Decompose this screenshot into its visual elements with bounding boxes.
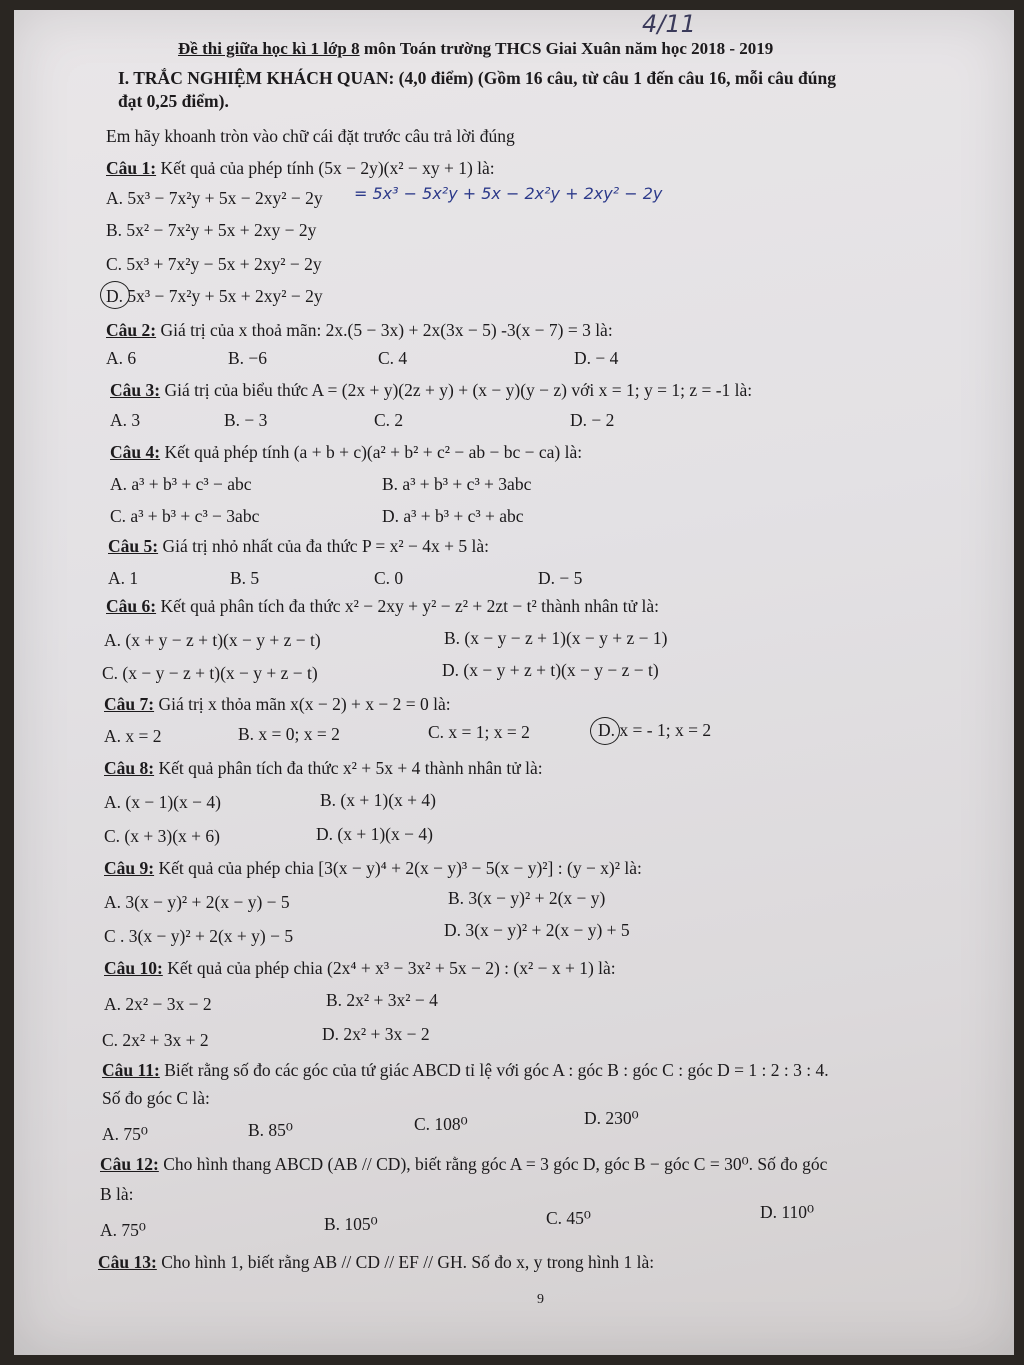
option-2d[interactable]: D. − 4 [574,348,619,368]
option-9a[interactable]: A. 3(x − y)² + 2(x − y) − 5 [104,892,290,912]
option-6b[interactable]: B. (x − y − z + 1)(x − y + z − 1) [444,628,668,648]
option-5c[interactable]: C. 0 [374,568,404,588]
question-12 [100,1156,827,1174]
question-4 [110,444,582,462]
option-1d[interactable]: D. 5x³ − 7x²y + 5x + 2xy² − 2y [106,286,323,306]
question-10 [104,960,616,978]
option-8b[interactable]: B. (x + 1)(x + 4) [320,790,436,810]
page-number: 9 [537,1292,544,1307]
option-7c[interactable]: C. x = 1; x = 2 [428,722,530,742]
question-text: Cho hình thang ABCD (AB // CD), biết rằng góc A = 3 góc D, góc B − góc C = 30⁰. Số đo góc [163,1154,828,1174]
option-11b[interactable]: B. 85⁰ [248,1120,293,1140]
question-label: Câu 2: [106,320,157,340]
option-11d[interactable]: D. 230⁰ [584,1108,639,1128]
exam-title [178,40,773,57]
option-1a[interactable]: A. 5x³ − 7x²y + 5x − 2xy² − 2y [106,188,323,208]
handwritten-work: = 5x³ − 5x²y + 5x − 2x²y + 2xy² − 2y [354,184,663,203]
option-3c[interactable]: C. 2 [374,410,404,430]
question-text: Cho hình 1, biết rằng AB // CD // EF // GH. Số đo x, y trong hình 1 là: [161,1252,655,1272]
option-3b[interactable]: B. − 3 [224,410,268,430]
title-prefix: Đề thi giữa học kì 1 lớp 8 [178,39,360,58]
option-8c[interactable]: C. (x + 3)(x + 6) [104,826,220,846]
question-7 [104,696,451,714]
option-5a[interactable]: A. 1 [108,568,139,588]
question-text: Kết quả của phép chia (2x⁴ + x³ − 3x² + 5x − 2) : (x² − x + 1) là: [167,958,616,978]
question-label: Câu 12: [100,1154,159,1174]
option-4b[interactable]: B. a³ + b³ + c³ + 3abc [382,474,532,494]
option-2a[interactable]: A. 6 [106,348,137,368]
section-heading-cont: đạt 0,25 điểm). [118,91,229,111]
question-label: Câu 10: [104,958,163,978]
question-label: Câu 13: [98,1252,157,1272]
option-8a[interactable]: A. (x − 1)(x − 4) [104,792,221,812]
question-9 [104,860,642,878]
section-heading: I. TRẮC NGHIỆM KHÁCH QUAN: (4,0 điểm) (Gồm 16 câu, từ câu 1 đến câu 16, mỗi câu đúng [118,68,836,88]
question-label: Câu 8: [104,758,155,778]
option-6d[interactable]: D. (x − y + z + t)(x − y − z − t) [442,660,659,680]
option-11c[interactable]: C. 108⁰ [414,1114,468,1134]
option-7a[interactable]: A. x = 2 [104,726,162,746]
question-text: Giá trị của x thoả mãn: 2x.(5 − 3x) + 2x(3x − 5) -3(x − 7) = 3 là: [160,320,613,340]
question-11 [102,1062,829,1080]
option-10c[interactable]: C. 2x² + 3x + 2 [102,1030,209,1050]
question-text: Kết quả của phép chia [3(x − y)⁴ + 2(x − y)³ − 5(x − y)²] : (y − x)² là: [158,858,642,878]
question-text: Giá trị của biểu thức A = (2x + y)(2z + y) + (x − y)(y − z) với x = 1; y = 1; z = -1 là: [164,380,753,400]
question-text: Biết rằng số đo các góc của tứ giác ABCD tỉ lệ với góc A : góc B : góc C : góc D = 1 : 2 : 3 : 4. [164,1060,829,1080]
question-label: Câu 4: [110,442,161,462]
question-label: Câu 6: [106,596,157,616]
question-text: Giá trị x thỏa mãn x(x − 2) + x − 2 = 0 là: [158,694,451,714]
question-label: Câu 7: [104,694,155,714]
instruction: Em hãy khoanh tròn vào chữ cái đặt trước câu trả lời đúng [106,126,515,146]
option-9b[interactable]: B. 3(x − y)² + 2(x − y) [448,888,606,908]
question-2 [106,322,613,340]
option-10b[interactable]: B. 2x² + 3x² − 4 [326,990,438,1010]
option-5b[interactable]: B. 5 [230,568,260,588]
option-9d[interactable]: D. 3(x − y)² + 2(x − y) + 5 [444,920,630,940]
question-label: Câu 3: [110,380,161,400]
option-5d[interactable]: D. − 5 [538,568,583,588]
option-9c[interactable]: C . 3(x − y)² + 2(x + y) − 5 [104,926,294,946]
option-4a[interactable]: A. a³ + b³ + c³ − abc [110,474,252,494]
question-11-cont: Số đo góc C là: [102,1088,210,1108]
option-11a[interactable]: A. 75⁰ [102,1124,148,1144]
option-12c[interactable]: C. 45⁰ [546,1208,591,1228]
option-6a[interactable]: A. (x + y − z + t)(x − y + z − t) [104,630,321,650]
option-3d[interactable]: D. − 2 [570,410,615,430]
question-6 [106,598,659,616]
question-text: Kết quả của phép tính (5x − 2y)(x² − xy + 1) là: [160,158,495,178]
option-3a[interactable]: A. 3 [110,410,141,430]
option-10a[interactable]: A. 2x² − 3x − 2 [104,994,212,1014]
question-8 [104,760,543,778]
question-12-cont: B là: [100,1184,134,1204]
title-rest: môn Toán trường THCS Giai Xuân năm học 2018 - 2019 [359,39,774,58]
question-13 [98,1254,654,1272]
question-3 [110,382,752,400]
question-label: Câu 9: [104,858,155,878]
option-10d[interactable]: D. 2x² + 3x − 2 [322,1024,430,1044]
question-text: Giá trị nhỏ nhất của đa thức P = x² − 4x + 5 là: [162,536,489,556]
option-7b[interactable]: B. x = 0; x = 2 [238,724,340,744]
option-12d[interactable]: D. 110⁰ [760,1202,815,1222]
handwritten-mark: 4/11 [642,10,696,38]
option-1b[interactable]: B. 5x² − 7x²y + 5x + 2xy − 2y [106,220,317,240]
option-2b[interactable]: B. −6 [228,348,268,368]
option-7d[interactable]: D. x = - 1; x = 2 [598,720,712,740]
question-text: Kết quả phân tích đa thức x² + 5x + 4 thành nhân tử là: [158,758,543,778]
exam-sheet [14,10,1014,1355]
option-2c[interactable]: C. 4 [378,348,408,368]
question-1 [106,160,495,178]
question-label: Câu 5: [108,536,159,556]
question-label: Câu 1: [106,158,157,178]
option-4c[interactable]: C. a³ + b³ + c³ − 3abc [110,506,260,526]
option-4d[interactable]: D. a³ + b³ + c³ + abc [382,506,524,526]
question-label: Câu 11: [102,1060,160,1080]
option-6c[interactable]: C. (x − y − z + t)(x − y + z − t) [102,663,318,683]
option-1c[interactable]: C. 5x³ + 7x²y − 5x + 2xy² − 2y [106,254,322,274]
option-8d[interactable]: D. (x + 1)(x − 4) [316,824,433,844]
question-text: Kết quả phép tính (a + b + c)(a² + b² + c² − ab − bc − ca) là: [164,442,583,462]
option-12a[interactable]: A. 75⁰ [100,1220,146,1240]
option-12b[interactable]: B. 105⁰ [324,1214,378,1234]
question-text: Kết quả phân tích đa thức x² − 2xy + y² − z² + 2zt − t² thành nhân tử là: [160,596,659,616]
question-5 [108,538,489,556]
